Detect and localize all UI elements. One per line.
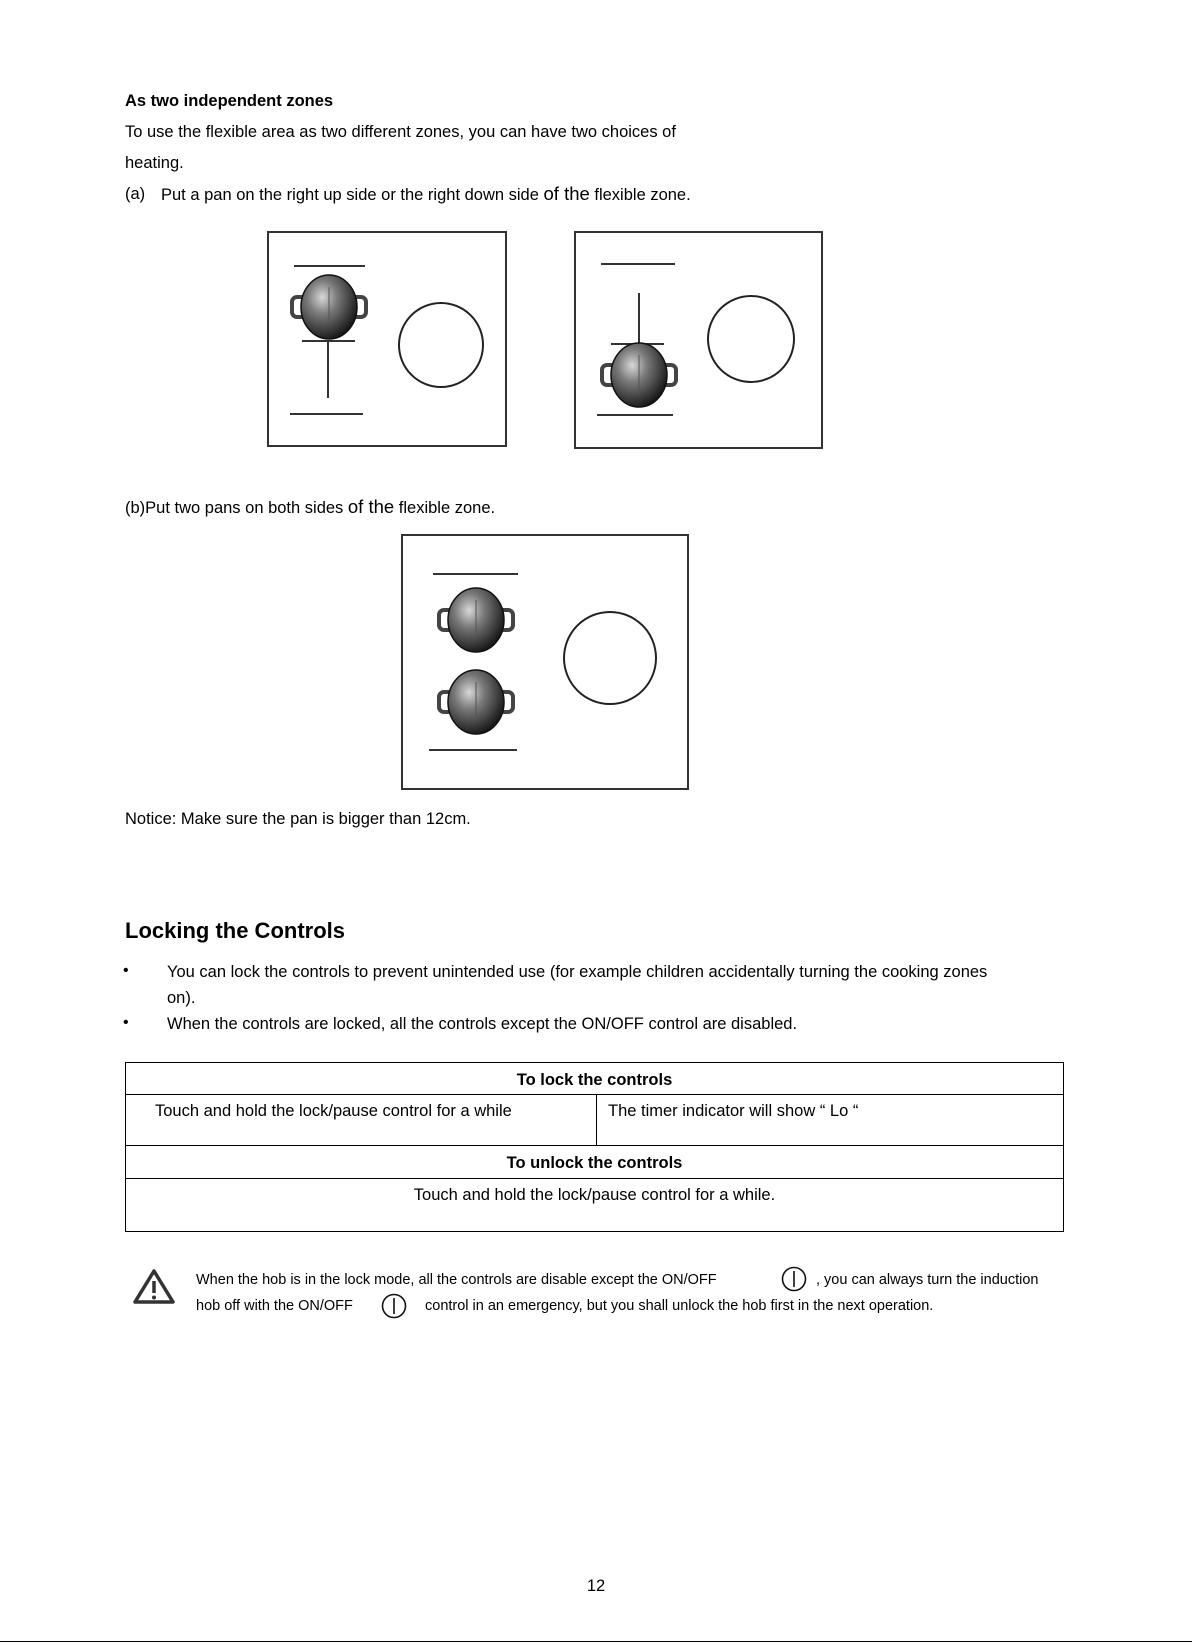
warning-line2-text-b: control in an emergency, but you shall unlock the hob first in the next operation. — [425, 1298, 934, 1314]
lock-action-row — [125, 1095, 1064, 1146]
cell-divider — [596, 1095, 597, 1146]
intro-text-line1: To use the flexible area as two different zones, you can have two choices of — [125, 123, 676, 141]
warning-line1-text-a: When the hob is in the lock mode, all the controls are disable except the ON/OFF — [196, 1272, 717, 1288]
page-number: 12 — [586, 1577, 606, 1595]
diagram-pan-lower — [574, 231, 823, 449]
power-icon — [381, 1293, 407, 1319]
item-b-text-part2: flexible zone. — [394, 499, 496, 517]
lock-result-cell: The timer indicator will show “ Lo “ — [608, 1102, 859, 1120]
item-b-text-of: of the — [347, 496, 395, 517]
item-b-text-part1: (b)Put two pans on both sides — [125, 499, 348, 517]
locking-heading: Locking the Controls — [125, 918, 345, 943]
warning-line1 — [196, 1271, 717, 1289]
bullet-marker: • — [123, 1014, 129, 1031]
item-a-text-of: of the — [543, 183, 590, 204]
warning-triangle-icon — [132, 1268, 176, 1308]
page-bottom-rule — [0, 1641, 1192, 1642]
warning-line2-text-a: hob off with the ON/OFF — [196, 1298, 353, 1314]
bullet-marker: • — [123, 962, 129, 979]
item-a-label: (a) — [125, 185, 146, 203]
lock-action-cell: Touch and hold the lock/pause control for a while — [155, 1102, 512, 1120]
unlock-header: To unlock the controls — [506, 1154, 683, 1172]
unlock-header-row — [125, 1146, 1064, 1179]
item-a-text-part2: flexible zone. — [589, 186, 691, 204]
unlock-action-row — [125, 1179, 1064, 1232]
section-heading: As two independent zones — [125, 92, 334, 110]
lock-header-row — [125, 1062, 1064, 1095]
bullet-item-1-line2: on). — [167, 989, 196, 1007]
item-a-text — [161, 184, 691, 205]
item-b-text — [125, 497, 495, 518]
item-a-text-part1: Put a pan on the right up side or the right down side — [161, 186, 544, 204]
bullet-item-1-line1: You can lock the controls to prevent unintended use (for example children accidentally turning the cooking zones — [167, 963, 988, 981]
warning-line1-text-b: , you can always turn the induction — [816, 1272, 1039, 1288]
notice-text: Notice: Make sure the pan is bigger than 12cm. — [125, 810, 471, 828]
power-icon — [781, 1266, 807, 1292]
lock-header: To lock the controls — [516, 1071, 673, 1089]
intro-text-line2: heating. — [125, 154, 184, 172]
unlock-action-cell: Touch and hold the lock/pause control for a while. — [413, 1186, 776, 1204]
diagram-pan-upper — [267, 231, 507, 447]
bullet-item-2: When the controls are locked, all the controls except the ON/OFF control are disabled. — [167, 1015, 798, 1033]
diagram-two-pans — [401, 534, 689, 790]
lock-controls-table — [125, 1062, 1066, 1233]
